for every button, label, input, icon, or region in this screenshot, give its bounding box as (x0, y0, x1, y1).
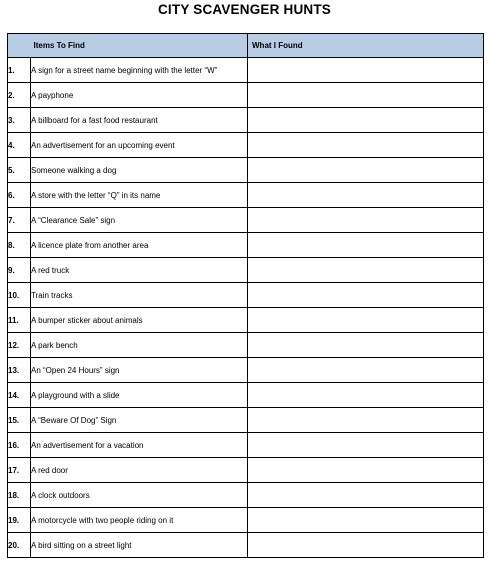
table-row (8, 208, 484, 233)
table-row (8, 283, 484, 308)
header-what-i-found: What I Found (248, 34, 484, 58)
item-to-find: An advertisement for a vacation (31, 433, 248, 458)
row-number: 9. (8, 258, 31, 283)
what-i-found-cell[interactable] (248, 308, 484, 333)
row-number: 13. (8, 358, 31, 383)
row-number: 17. (8, 458, 31, 483)
what-i-found-cell[interactable] (248, 258, 484, 283)
row-number: 10. (8, 283, 31, 308)
row-number: 8. (8, 233, 31, 258)
scavenger-hunt-table (7, 33, 484, 558)
item-to-find: Train tracks (31, 283, 248, 308)
what-i-found-cell[interactable] (248, 158, 484, 183)
item-to-find: A “Beware Of Dog” Sign (31, 408, 248, 433)
table-row (8, 508, 484, 533)
what-i-found-cell[interactable] (248, 458, 484, 483)
row-number: 15. (8, 408, 31, 433)
row-number: 4. (8, 133, 31, 158)
table-row (8, 308, 484, 333)
what-i-found-cell[interactable] (248, 58, 484, 83)
table-row (8, 258, 484, 283)
item-to-find: A billboard for a fast food restaurant (31, 108, 248, 133)
table-row (8, 408, 484, 433)
row-number: 19. (8, 508, 31, 533)
item-to-find: A store with the letter “Q” in its name (31, 183, 248, 208)
what-i-found-cell[interactable] (248, 183, 484, 208)
item-to-find: A clock outdoors (31, 483, 248, 508)
item-to-find: A licence plate from another area (31, 233, 248, 258)
table-row (8, 58, 484, 83)
item-to-find: A park bench (31, 333, 248, 358)
table-row (8, 433, 484, 458)
item-to-find: A red truck (31, 258, 248, 283)
table-row (8, 233, 484, 258)
table-row (8, 333, 484, 358)
row-number: 3. (8, 108, 31, 133)
page-title: CITY SCAVENGER HUNTS (157, 2, 332, 17)
table-row (8, 533, 484, 558)
table-row (8, 383, 484, 408)
table-row (8, 83, 484, 108)
table-row (8, 483, 484, 508)
table-row (8, 458, 484, 483)
what-i-found-cell[interactable] (248, 108, 484, 133)
row-number: 6. (8, 183, 31, 208)
item-to-find: An advertisement for an upcoming event (31, 133, 248, 158)
what-i-found-cell[interactable] (248, 208, 484, 233)
table-row (8, 183, 484, 208)
item-to-find: A bumper sticker about animals (31, 308, 248, 333)
what-i-found-cell[interactable] (248, 133, 484, 158)
row-number: 1. (8, 58, 31, 83)
item-to-find: A bird sitting on a street light (31, 533, 248, 558)
what-i-found-cell[interactable] (248, 233, 484, 258)
item-to-find: A red door (31, 458, 248, 483)
row-number: 5. (8, 158, 31, 183)
item-to-find: A “Clearance Sale” sign (31, 208, 248, 233)
table-header-row (8, 34, 484, 58)
row-number: 18. (8, 483, 31, 508)
item-to-find: An “Open 24 Hours” sign (31, 358, 248, 383)
row-number: 7. (8, 208, 31, 233)
table-row (8, 133, 484, 158)
what-i-found-cell[interactable] (248, 333, 484, 358)
table-row (8, 158, 484, 183)
what-i-found-cell[interactable] (248, 533, 484, 558)
table-row (8, 108, 484, 133)
header-number (8, 34, 31, 58)
what-i-found-cell[interactable] (248, 383, 484, 408)
row-number: 14. (8, 383, 31, 408)
item-to-find: A motorcycle with two people riding on it (31, 508, 248, 533)
item-to-find: A sign for a street name beginning with the letter “W” (31, 58, 248, 83)
item-to-find: A payphone (31, 83, 248, 108)
row-number: 2. (8, 83, 31, 108)
item-to-find: A playground with a slide (31, 383, 248, 408)
table-row (8, 358, 484, 383)
row-number: 20. (8, 533, 31, 558)
row-number: 12. (8, 333, 31, 358)
row-number: 11. (8, 308, 31, 333)
what-i-found-cell[interactable] (248, 433, 484, 458)
what-i-found-cell[interactable] (248, 83, 484, 108)
header-items-to-find: Items To Find (31, 34, 248, 58)
item-to-find: Someone walking a dog (31, 158, 248, 183)
what-i-found-cell[interactable] (248, 283, 484, 308)
what-i-found-cell[interactable] (248, 483, 484, 508)
what-i-found-cell[interactable] (248, 358, 484, 383)
row-number: 16. (8, 433, 31, 458)
what-i-found-cell[interactable] (248, 408, 484, 433)
what-i-found-cell[interactable] (248, 508, 484, 533)
